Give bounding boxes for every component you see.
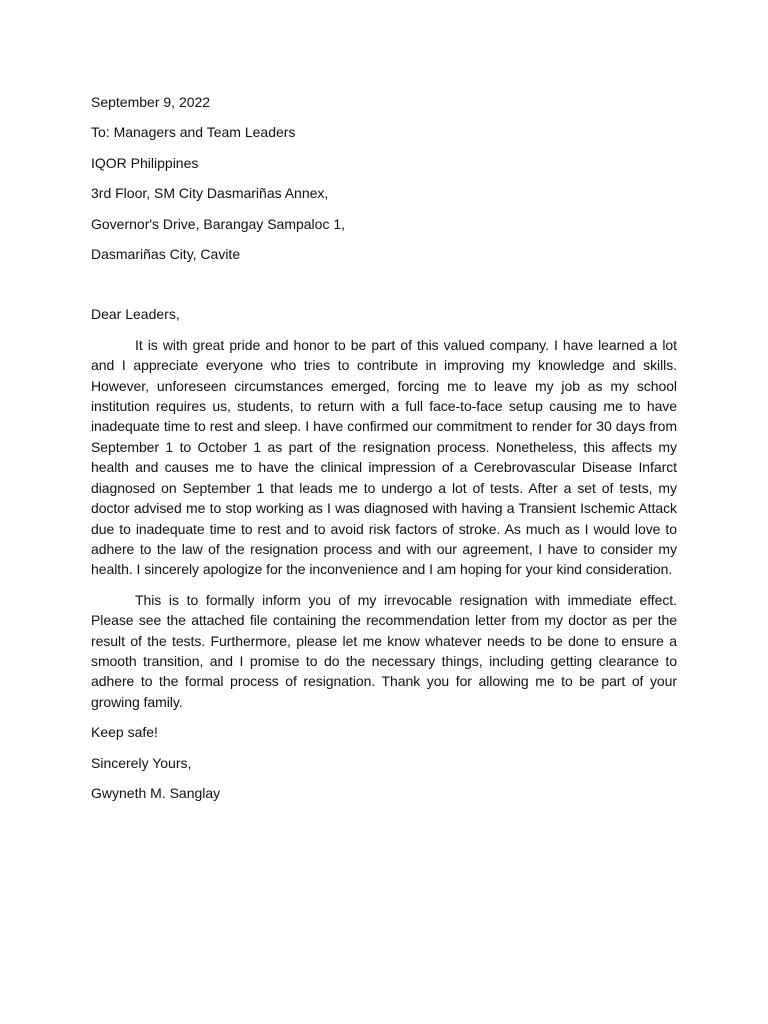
address-line-2: Governor's Drive, Barangay Sampaloc 1,: [91, 215, 346, 232]
signature-name: Gwyneth M. Sanglay: [91, 784, 221, 801]
address-line-1: 3rd Floor, SM City Dasmariñas Annex,: [91, 185, 329, 202]
address-line-3: Dasmariñas City, Cavite: [91, 246, 241, 263]
body-paragraph-1: It is with great pride and honor to be part of this valued company. I have learned a lot and I appreciate everyone who tries to contribute in improving my knowledge and skills. However, unforeseen circumstances emerged, forcing me to leave my job as my school institution requires us, students, to return with a full face-to-face setup causing me to have inadequate time to rest and sleep. I have confirmed our commitment to render for 30 days from September 1 to October 1 as part of the resignation process. Nonetheless, this affects my health and causes me to have the clinical impression of a Cerebrovascular Disease Infarct diagnosed on September 1 that leads me to undergo a lot of tests. After a set of tests, my doctor advised me to stop working as I was diagnosed with having a Transient Ischemic Attack due to inadequate time to rest and to avoid risk factors of stroke. As much as I would love to adhere to the law of the resignation process and with our agreement, I have to consider my health. I sincerely apologize for the inconvenience and I am hoping for your kind consideration.: [91, 336, 677, 578]
keep-safe-line: Keep safe!: [91, 724, 158, 741]
company-name: IQOR Philippines: [91, 154, 199, 171]
body-paragraph-2: This is to formally inform you of my irrevocable resignation with immediate effect. Please see the attached file containing the recommendation letter from my doctor as per the result of the tests. Furthermore, please let me know whatever needs to be done to ensure a smooth transition, and I promise to do the necessary things, including getting clearance to adhere to the formal process of resignation. Thank you for allowing me to be part of your growing family.: [91, 591, 677, 710]
recipient-line: To: Managers and Team Leaders: [91, 124, 296, 141]
salutation: Dear Leaders,: [91, 306, 180, 323]
closing-line: Sincerely Yours,: [91, 754, 192, 771]
letter-page: [91, 92, 677, 803]
letter-date: September 9, 2022: [91, 94, 211, 110]
